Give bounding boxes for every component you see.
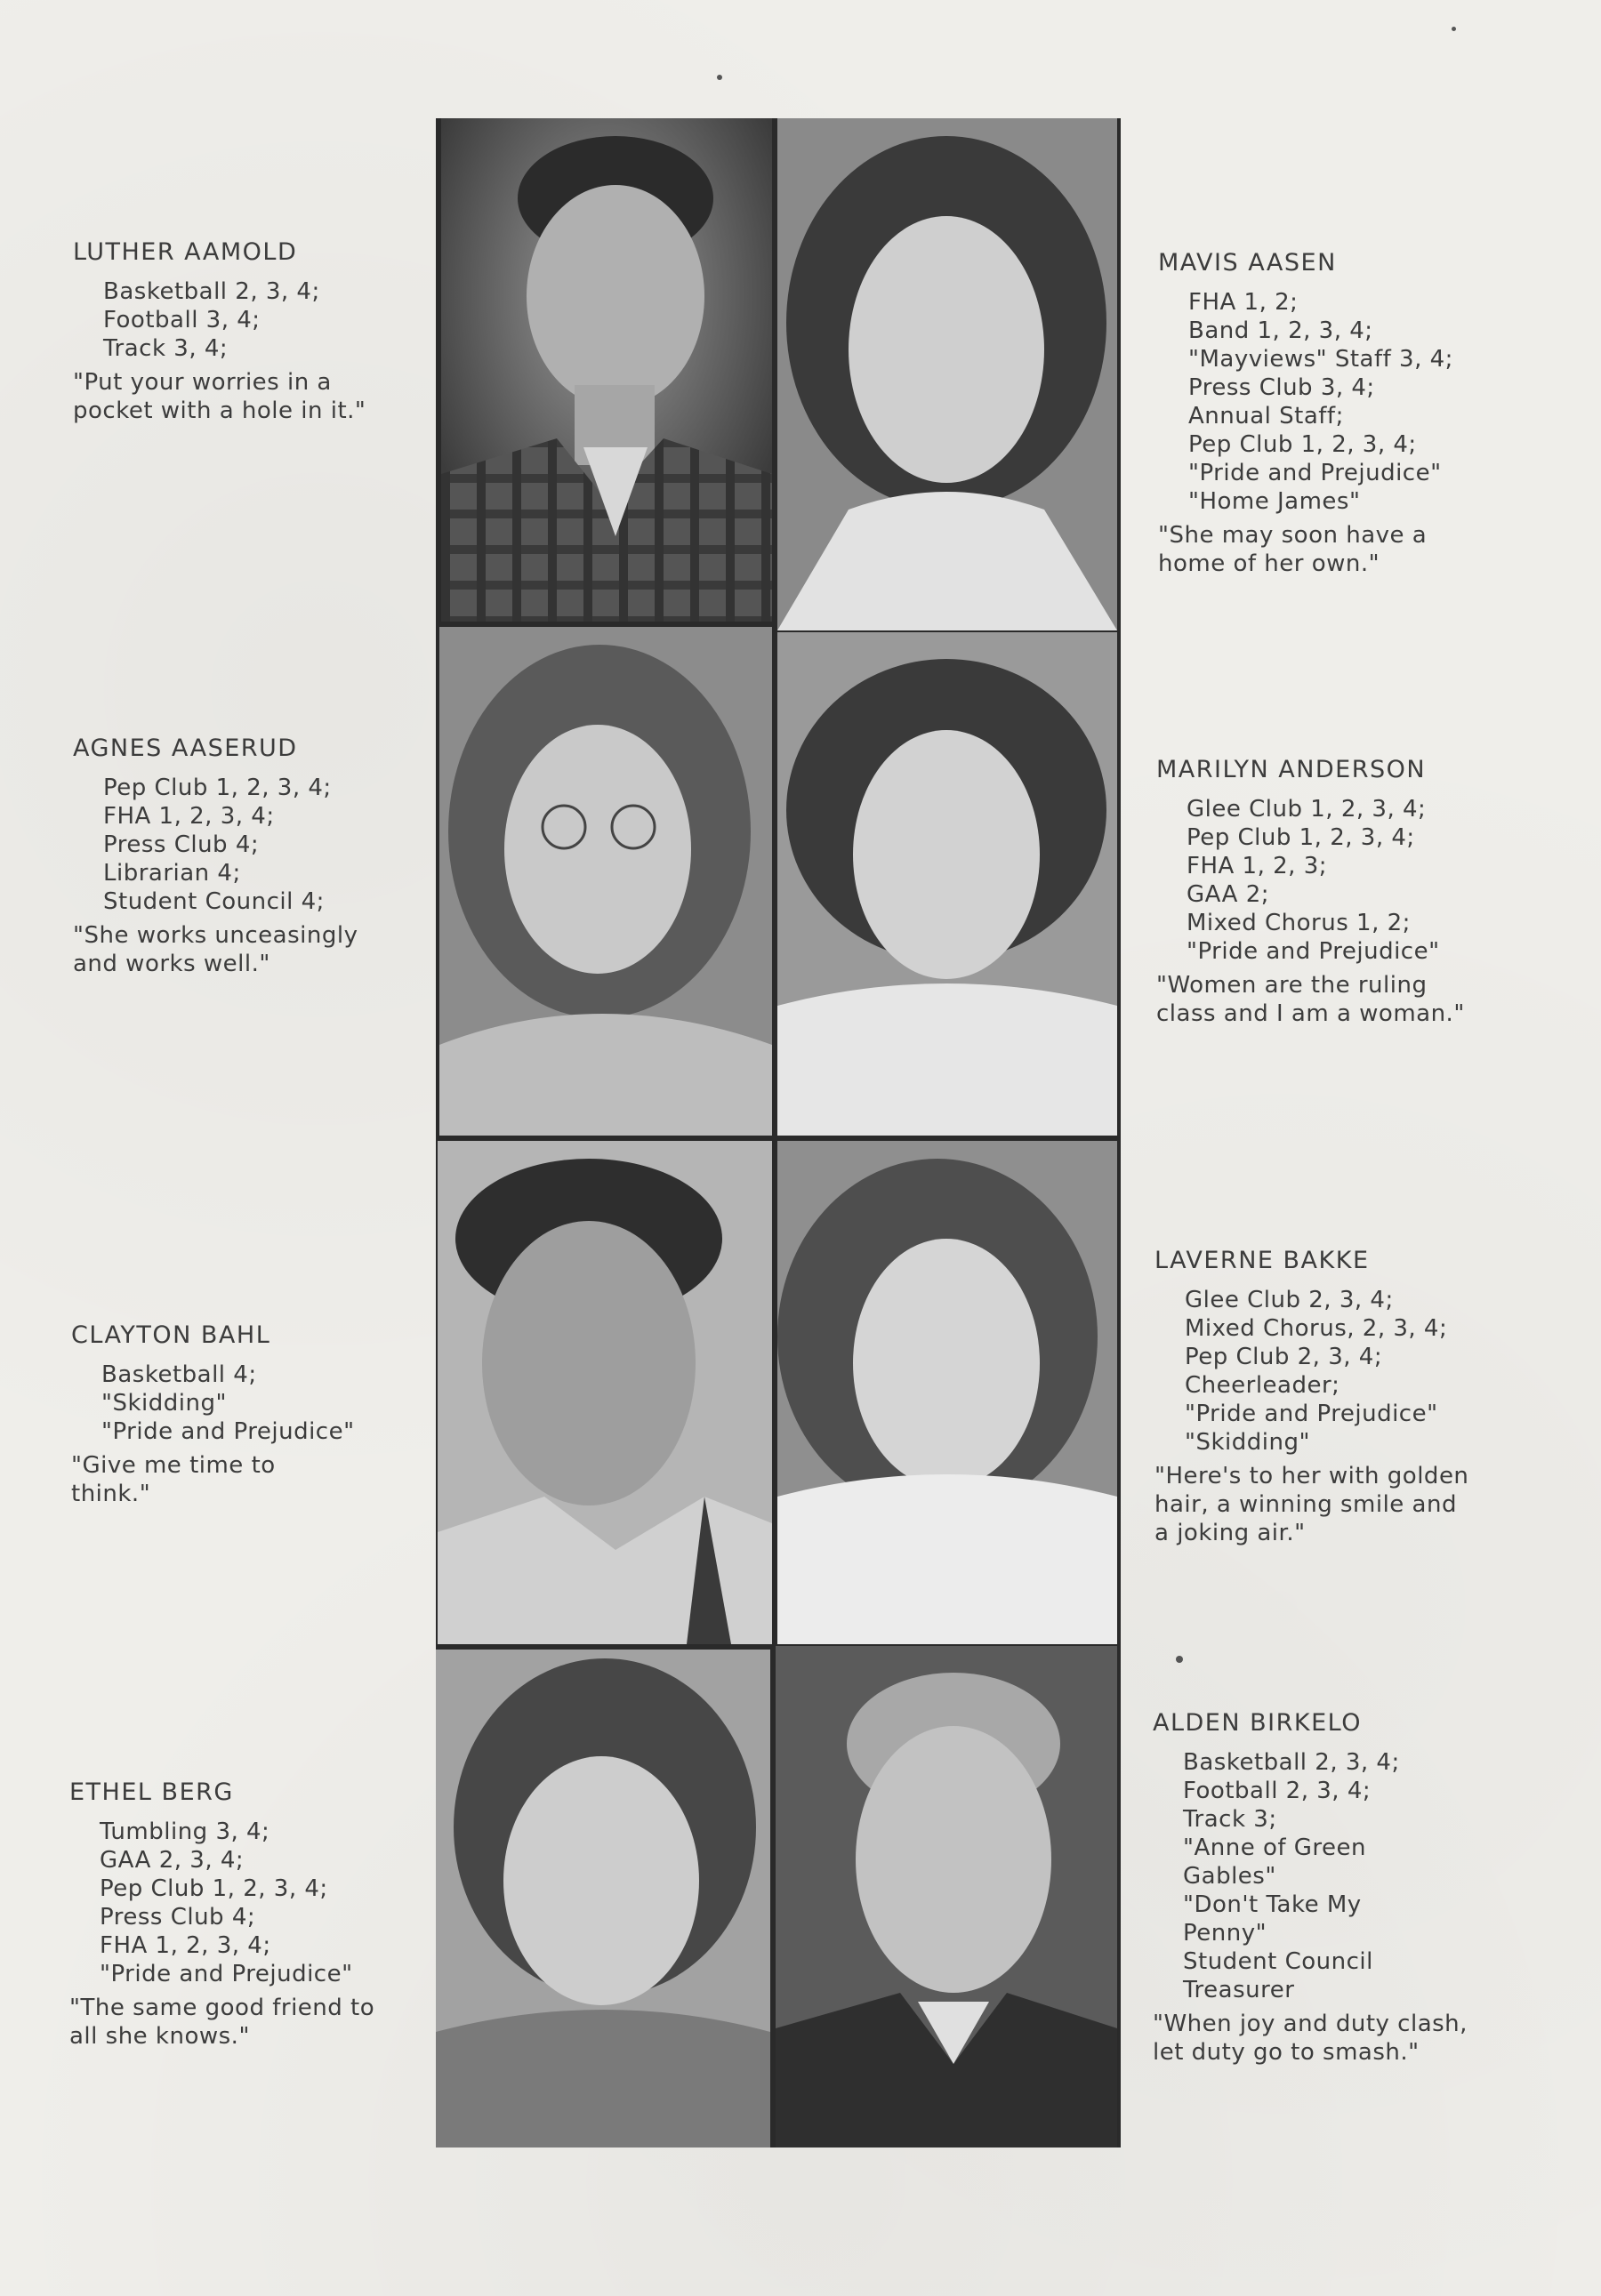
activity-list [1158, 288, 1478, 516]
activity: GAA 2, 3, 4; [100, 1847, 245, 1874]
activity-list [69, 1818, 390, 1988]
activity: "Pride and Prejudice" [1185, 1401, 1438, 1427]
student-name: MARILYN ANDERSON [1156, 756, 1427, 783]
activity: Pep Club 1, 2, 3, 4; [103, 775, 332, 801]
student-quote: "Here's to her with golden hair, a winning smile and a joking air." [1154, 1463, 1469, 1546]
activity: "Skidding" [101, 1390, 227, 1417]
student-quote: "Women are the ruling class and I am a woman." [1156, 972, 1465, 1027]
student-name: LAVERNE BAKKE [1154, 1247, 1370, 1274]
activity: Press Club 3, 4; [1188, 374, 1375, 401]
activity: "Home James" [1188, 488, 1361, 515]
activity: Pep Club 1, 2, 3, 4; [100, 1875, 328, 1902]
portrait-marilyn-anderson [777, 632, 1117, 1136]
paper-speck [1452, 27, 1456, 31]
bio-mavis-aasen [1158, 249, 1478, 578]
activity: "Pride and Prejudice" [1187, 938, 1440, 965]
photo-strip [436, 118, 1121, 2147]
bio-agnes-aaserud [73, 735, 393, 978]
activity: Track 3, 4; [103, 335, 229, 362]
activity: Librarian 4; [103, 860, 241, 887]
activity: FHA 1, 2, 3; [1187, 853, 1328, 879]
bio-luther-aamold [73, 238, 393, 425]
portrait-mavis-aasen [777, 118, 1117, 630]
activity: GAA 2; [1187, 881, 1270, 908]
bio-marilyn-anderson [1156, 756, 1476, 1028]
portrait-agnes-aaserud [439, 627, 772, 1136]
activity: Tumbling 3, 4; [100, 1818, 270, 1845]
student-name: CLAYTON BAHL [71, 1321, 271, 1349]
student-quote: "The same good friend to all she knows." [69, 1995, 375, 2050]
activity: Glee Club 1, 2, 3, 4; [1187, 796, 1427, 823]
activity-list [71, 1361, 391, 1446]
student-name: MAVIS AASEN [1158, 249, 1337, 277]
portrait-ethel-berg [436, 1650, 770, 2147]
activity: "Anne of Green Gables" [1183, 1834, 1367, 1890]
student-name: AGNES AASERUD [73, 735, 298, 762]
student-quote: "Put your worries in a pocket with a hole in it." [73, 369, 366, 424]
activity: Basketball 2, 3, 4; [1183, 1749, 1400, 1776]
activity: FHA 1, 2, 3, 4; [100, 1932, 271, 1959]
activity: Press Club 4; [103, 831, 260, 858]
activity: Football 3, 4; [103, 307, 261, 333]
activity: Mixed Chorus, 2, 3, 4; [1185, 1315, 1448, 1342]
activity: Annual Staff; [1188, 403, 1344, 429]
activity: "Pride and Prejudice" [1188, 460, 1442, 486]
student-name: ALDEN BIRKELO [1153, 1709, 1362, 1737]
portrait-alden-birkelo [776, 1646, 1117, 2147]
activity: Track 3; [1183, 1806, 1277, 1833]
activity: "Pride and Prejudice" [101, 1418, 355, 1445]
portrait-luther-aamold [441, 118, 772, 622]
bio-ethel-berg [69, 1778, 390, 2051]
activity: Pep Club 2, 3, 4; [1185, 1344, 1383, 1370]
activity: Press Club 4; [100, 1904, 256, 1931]
bio-alden-birkelo [1153, 1709, 1473, 2067]
activity: Basketball 2, 3, 4; [103, 278, 320, 305]
activity-list [1154, 1286, 1475, 1457]
student-quote: "She may soon have a home of her own." [1158, 522, 1428, 577]
activity: Cheerleader; [1185, 1372, 1340, 1399]
activity: FHA 1, 2; [1188, 289, 1299, 316]
activity: Football 2, 3, 4; [1183, 1778, 1372, 1804]
activity: Student Council 4; [103, 888, 325, 915]
activity: Mixed Chorus 1, 2; [1187, 910, 1411, 936]
activity-list [1153, 1748, 1432, 2004]
portrait-laverne-bakke [777, 1141, 1117, 1644]
student-name: LUTHER AAMOLD [73, 238, 298, 266]
activity: "Don't Take My Penny" [1183, 1891, 1362, 1947]
activity: Basketball 4; [101, 1361, 257, 1388]
bio-laverne-bakke [1154, 1247, 1475, 1547]
student-quote: "She works unceasingly and works well." [73, 922, 358, 977]
activity-list [73, 774, 393, 916]
activity: Glee Club 2, 3, 4; [1185, 1287, 1394, 1313]
activity: Pep Club 1, 2, 3, 4; [1188, 431, 1417, 458]
activity: Band 1, 2, 3, 4; [1188, 317, 1373, 344]
activity: "Mayviews" Staff 3, 4; [1188, 346, 1453, 373]
bio-clayton-bahl [71, 1321, 391, 1508]
student-quote: "Give me time to think." [71, 1452, 276, 1507]
student-quote: "When joy and duty clash, let duty go to smash." [1153, 2011, 1468, 2066]
student-name: ETHEL BERG [69, 1778, 234, 1806]
activity: "Skidding" [1185, 1429, 1310, 1456]
activity: Student Council Treasurer [1183, 1948, 1373, 2003]
paper-speck [717, 75, 722, 80]
activity: "Pride and Prejudice" [100, 1961, 353, 1987]
activity: Pep Club 1, 2, 3, 4; [1187, 824, 1415, 851]
activity: FHA 1, 2, 3, 4; [103, 803, 275, 830]
paper-speck [1176, 1656, 1183, 1663]
portrait-clayton-bahl [438, 1141, 772, 1644]
activity-list [73, 277, 393, 363]
activity-list [1156, 795, 1476, 966]
